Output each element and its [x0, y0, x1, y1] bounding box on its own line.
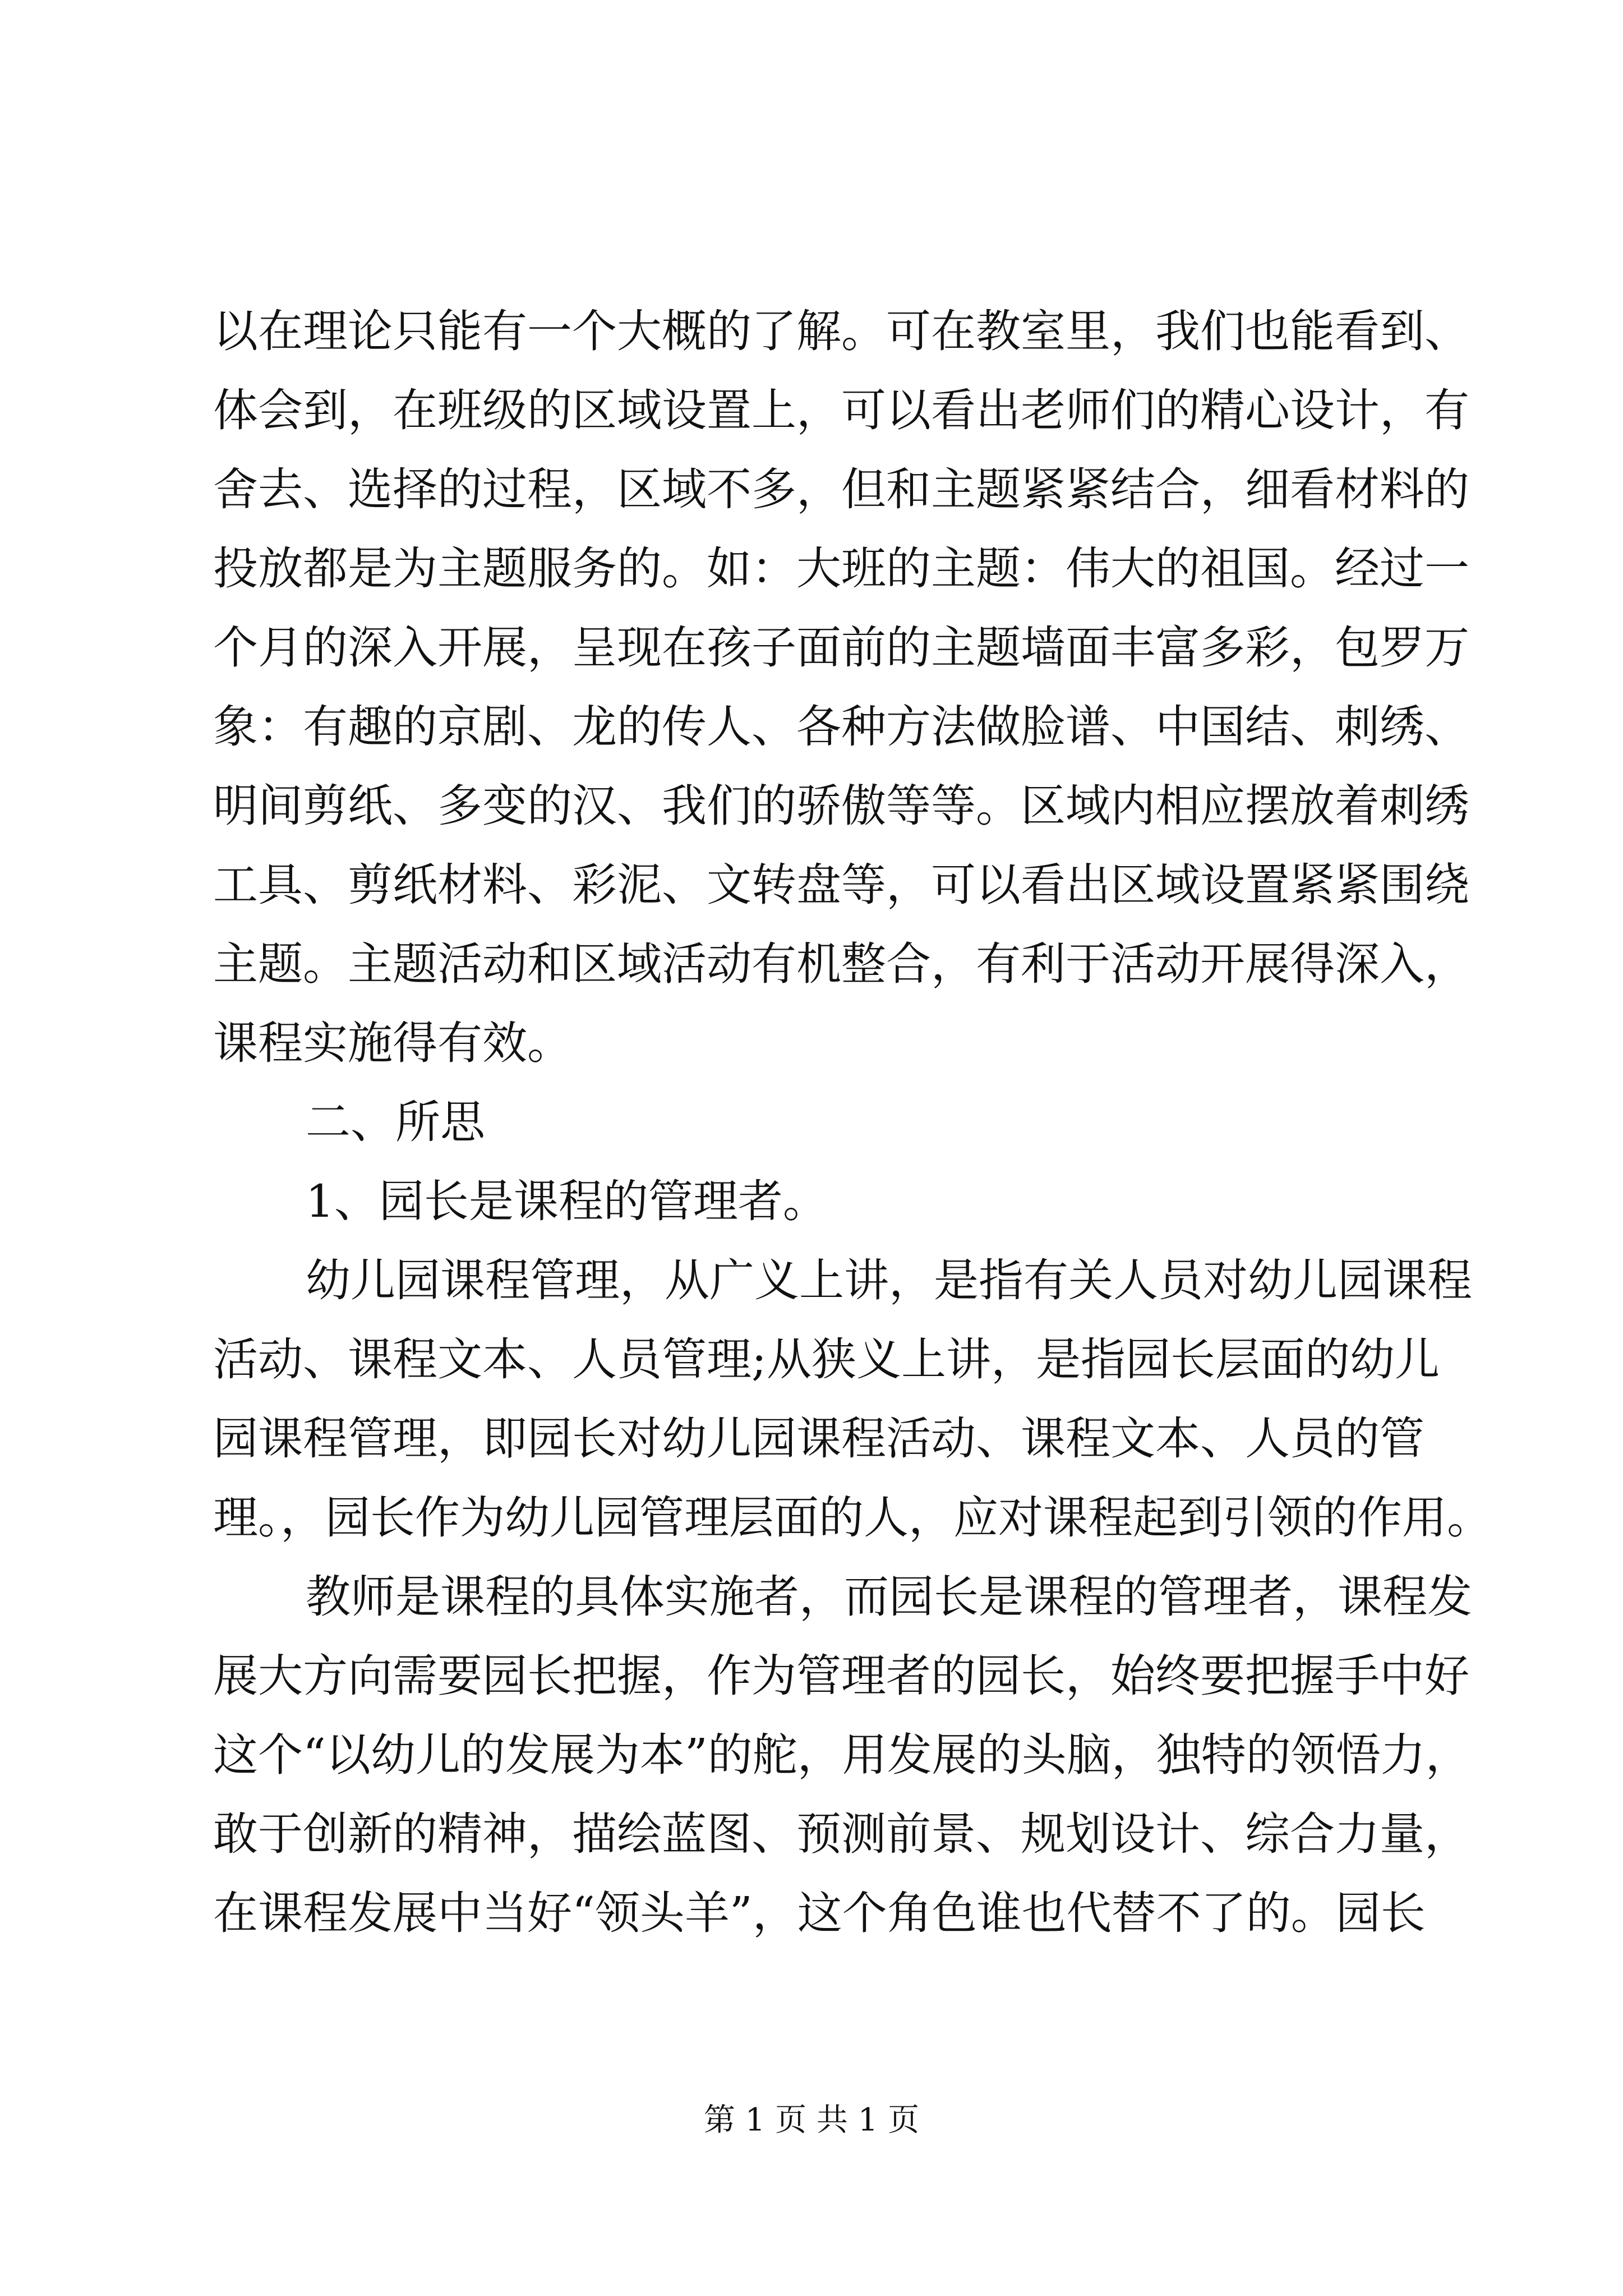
document-body [213, 292, 1492, 1953]
text-line: 象：有趣的京剧、龙的传人、各种方法做脸谱、中国结、刺绣、 [213, 701, 1469, 753]
text-line: 舍去、选择的过程，区域不多，但和主题紧紧结合，细看材料的 [213, 463, 1469, 516]
text-line: 活动、课程文本、人员管理;从狭义上讲，是指园长层面的幼儿 [213, 1333, 1440, 1386]
text-line: 幼儿园课程管理，从广义上讲，是指有关人员对幼儿园课程 [306, 1254, 1472, 1306]
text-line: 园课程管理，即园长对幼儿园课程活动、课程文本、人员的管 [213, 1412, 1424, 1465]
page-footer: 第 1 页 共 1 页 [703, 2102, 920, 2138]
text-line: 主题。主题活动和区域活动有机整合，有利于活动开展得深入， [213, 938, 1469, 990]
text-line: 理。，园长作为幼儿园管理层面的人，应对课程起到引领的作用。 [213, 1492, 1492, 1544]
text-line: 1、园长是课程的管理者。 [306, 1175, 828, 1227]
text-line: 二、所思 [306, 1096, 485, 1148]
text-line: 课程实施得有效。 [213, 1017, 572, 1069]
text-line: 展大方向需要园长把握，作为管理者的园长，始终要把握手中好 [213, 1650, 1469, 1702]
text-line: 在课程发展中当好“领头羊”，这个角色谁也代替不了的。园长 [213, 1887, 1426, 1939]
text-line: 个月的深入开展，呈现在孩子面前的主题墙面丰富多彩，包罗万 [213, 622, 1469, 674]
text-line: 以在理论只能有一个大概的了解。可在教室里，我们也能看到、 [213, 305, 1469, 357]
text-line: 体会到，在班级的区域设置上，可以看出老师们的精心设计，有 [213, 384, 1469, 436]
text-line: 这个“以幼儿的发展为本”的舵，用发展的头脑，独特的领悟力， [213, 1729, 1470, 1781]
text-line: 工具、剪纸材料、彩泥、文转盘等，可以看出区域设置紧紧围绕 [213, 859, 1469, 911]
text-line: 敢于创新的精神，描绘蓝图、预测前景、规划设计、综合力量， [213, 1808, 1469, 1860]
text-line: 投放都是为主题服务的。如：大班的主题：伟大的祖国。经过一 [213, 542, 1469, 595]
text-line: 明间剪纸、多变的汉、我们的骄傲等等。区域内相应摆放着刺绣 [213, 780, 1469, 832]
text-line: 教师是课程的具体实施者，而园长是课程的管理者，课程发 [306, 1571, 1472, 1623]
